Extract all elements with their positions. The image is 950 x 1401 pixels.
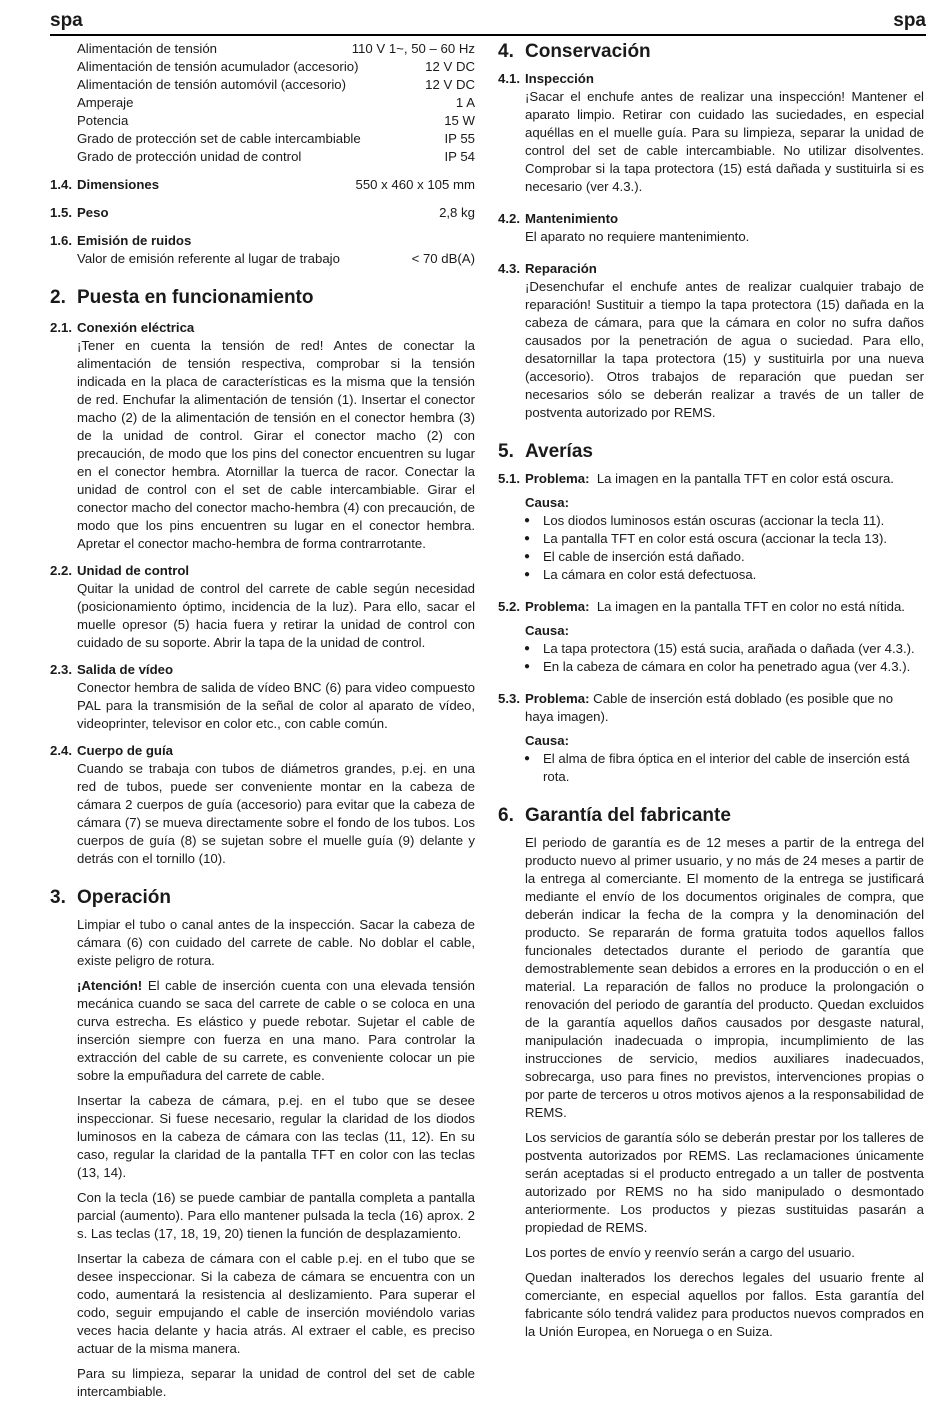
attention-paragraph: ¡Atención! El cable de inserción cuenta con una elevada tensión mecánica cuando se saca del carrete de cable o se coloca en una curva estrecha. Es elástico y puede rebotar. Sujetar el cable de inserción siempre con fuerza en una mano. Para controlar la extracción del cable de su carrete, es conveniente colocar un pie sobre la empuñadura del carrete de cable. [77, 978, 475, 1083]
list-item: ● En la cabeza de cámara en color ha penetrado agua (ver 4.3.). [498, 658, 924, 676]
spec-row: Alimentación de tensión automóvil (accesorio) 12 V DC [77, 77, 475, 92]
warranty-paragraph: Quedan inalterados los derechos legales del usuario frente al comerciante, en especial aquellos por fallos. Esta garantía del fabricante sólo tendrá validez para productos nuevos comprados en la Unión Europea, en Noruega o en Suiza. [525, 1270, 924, 1339]
list-item: ● La cámara en color está defectuosa. [498, 566, 924, 584]
section-1-5: 1.5. Peso 2,8 kg [50, 205, 475, 220]
spec-row: Grado de protección set de cable intercambiable IP 55 [77, 131, 475, 146]
operation-paragraph: Limpiar el tubo o canal antes de la inspección. Sacar la cabeza de cámara (6) con cuidado del carrete de cable. No doblar el cable, existe peligro de rotura. [77, 917, 475, 968]
section-4-2-title: 4.2. Mantenimiento [498, 211, 619, 226]
spec-row: Grado de protección unidad de control IP 54 [77, 149, 475, 164]
language-label-left: spa [50, 10, 83, 31]
operation-paragraph: Para su limpieza, separar la unidad de control del set de cable intercambiable. [77, 1366, 475, 1399]
section-4-3-text: ¡Desenchufar el enchufe antes de realizar cualquier trabajo de reparación! Sustituir a tiempo la tapa protectora (15) dañada en la cabeza de cámara, para que la cámara en color no sufra daños causados por la penetración de agua o suciedad. Para ello, desatornillar la tapa protectora (15) y sustituirla por una nueva (accesorio). Otros trabajos de reparación que puedan ser necesarios sólo se deberán realizar a través de un taller de postventa autorizado por REMS. [525, 279, 924, 420]
section-2-4-title: 2.4. Cuerpo de guía [50, 743, 173, 758]
list-item: ● El cable de inserción está dañado. [498, 548, 924, 566]
cause-label: Causa: [525, 733, 569, 748]
operation-paragraph: Insertar la cabeza de cámara, p.ej. en el tubo que se desee inspeccionar. Si fuese necesario, regular la claridad de los diodos luminosos en la cabeza de cámara con las teclas (11, 12). En su caso, regular la claridad de la pantalla TFT en color con las teclas (13, 14). [77, 1093, 475, 1180]
cause-label: Causa: [525, 495, 569, 510]
list-item: ● El alma de fibra óptica en el interior del cable de inserción está rota. [498, 750, 924, 786]
list-item: ● La pantalla TFT en color está oscura (accionar la tecla 13). [498, 530, 924, 548]
section-4-heading: 4. Conservación [498, 41, 651, 62]
section-4-3-title: 4.3. Reparación [498, 261, 597, 276]
spec-row: Amperaje 1 A [77, 95, 475, 110]
operation-paragraph: Insertar la cabeza de cámara con el cable p.ej. en el tubo que se desee inspeccionar. Si la cabeza de cámara se encuentra con un codo, aumentará la resistencia al deslizamiento. Para superar el codo, seguir empujando el cable de inserción moviéndolo varias veces hacia delante y hacia atrás. Al extraer el cable, es preciso actuar de la misma manera. [77, 1251, 475, 1356]
spec-row: Alimentación de tensión acumulador (accesorio) 12 V DC [77, 59, 475, 74]
problem-5-2: 5.2. Problema: La imagen en la pantalla TFT en color no está nítida. [498, 599, 905, 614]
section-2-2-text: Quitar la unidad de control del carrete de cable según necesidad (posicionamiento óptimo, incidencia de la luz). Para ello, sacar el muelle opresor (5) hacia fuera y retirar la unidad de control con cuidado de su soporte. Abrir la tapa de la unidad de control. [77, 581, 475, 650]
left-column [50, 40, 475, 1401]
page-header [50, 8, 926, 36]
section-2-3-title: 2.3. Salida de vídeo [50, 662, 174, 677]
spec-row: Potencia 15 W [77, 113, 475, 128]
section-2-1-title: 2.1. Conexión eléctrica [50, 320, 195, 335]
cause-label: Causa: [525, 623, 569, 638]
warranty-paragraph: El periodo de garantía es de 12 meses a partir de la entrega del producto nuevo al primer usuario, y no más de 24 meses a partir de la entrega al comerciante. El momento de la entrega se justificará mediante el envío de los documentos originales de compra, que deberán indicar la fecha de la compra y la denominación del producto. Se repararán de forma gratuita todos aquellos fallos funcionales detectados durante el periodo de garantía que demostrablemente sean debidos a errores en la producción o en el material. La reparación de fallos no produce la prolongación o renovación del periodo de garantía del producto. Quedan excluidos de la garantía aquellos daños causados por desgaste natural, manipulación inadecuada o impropia, incumplimiento de las instrucciones de servicio, medios auxiliares inadecuados, sobrecarga, uso para fines no previstos, intervenciones propias o por parte de terceros u otros motivos ajenos a la responsabilidad de REMS. [525, 835, 924, 1120]
section-2-4-text: Cuando se trabaja con tubos de diámetros grandes, p.ej. en una red de tubos, puede ser conveniente montar en la cabeza de cámara 2 cuerpos de guía (accesorio) para evitar que la cabeza de cámara (7) se mueva directamente sobre el fondo de los tubos. Los cuerpos de guía (8) se sujetan sobre el muelle guía (9) delante y detrás con el tornillo (10). [77, 761, 475, 866]
list-item: ● Los diodos luminosos están oscuras (accionar la tecla 11). [498, 512, 924, 530]
right-column [498, 40, 924, 1341]
section-3-heading: 3. Operación [50, 887, 171, 908]
section-4-1-text: ¡Sacar el enchufe antes de realizar una inspección! Mantener el aparato limpio. Retirar con cuidado las suciedades, en especial aquéllas en el muelle guía. Para su limpieza, separar la unidad de control del set de cable intercambiable. No utilizar disolventes. Comprobar si la tapa protectora (15) está dañada y sustituirla si es necesario (ver 4.3.). [525, 89, 924, 194]
attention-label: ¡Atención! [77, 978, 143, 993]
section-2-3-text: Conector hembra de salida de vídeo BNC (6) para video compuesto PAL para la transmisión de la señal de color al aparato de vídeo, videoprinter, televisor en color etc., con cable común. [77, 680, 475, 731]
section-1-6-title: 1.6. Emisión de ruidos [50, 233, 192, 248]
section-2-heading: 2. Puesta en funcionamiento [50, 287, 314, 308]
section-6-heading: 6. Garantía del fabricante [498, 805, 731, 826]
section-1-4: 1.4. Dimensiones 550 x 460 x 105 mm [50, 177, 475, 192]
warranty-paragraph: Los portes de envío y reenvío serán a cargo del usuario. [525, 1245, 855, 1260]
section-2-2-title: 2.2. Unidad de control [50, 563, 190, 578]
section-4-2-text: El aparato no requiere mantenimiento. [525, 229, 750, 244]
noise-row: Valor de emisión referente al lugar de trabajo < 70 dB(A) [77, 251, 475, 266]
section-4-1-title: 4.1. Inspección [498, 71, 594, 86]
spec-row: Alimentación de tensión 110 V 1~, 50 – 60 Hz [77, 41, 475, 56]
list-item: ● La tapa protectora (15) está sucia, arañada o dañada (ver 4.3.). [498, 640, 924, 658]
problem-5-3: 5.3. Problema: Cable de inserción está doblado (es posible que no haya imagen). [498, 691, 894, 724]
language-label-right: spa [893, 10, 926, 31]
section-2-1-text: ¡Tener en cuenta la tensión de red! Antes de conectar la alimentación de tensión respectiva, comprobar si la tensión indicada en la placa de características es la misma que la tensión de red. Enchufar la alimentación de tensión (1). Insertar el conector macho (2) de la alimentación de tensión en el conector hembra (3) de la unidad de control. Girar el conector macho (2) con precaución, de modo que los pins del conector encuentren su lugar en el conector hembra. Atornillar la tuerca de racor. Conectar la unidad de control con el set de cable intercambiable. Girar el conector macho del conector macho-hembra (4) con precaución, de modo que los pins encuentren su lugar en el conector hembra. Apretar el conector macho-hembra de forma contrarrotante. [77, 338, 475, 551]
spec-list [50, 40, 475, 166]
section-5-heading: 5. Averías [498, 441, 593, 462]
warranty-paragraph: Los servicios de garantía sólo se deberán prestar por los talleres de postventa autorizados por REMS. Las reclamaciones únicamente serán aceptadas si el producto entregado a un taller de postventa autorizado por REMS no ha sido manipulado o desmontado anteriormente. Los productos y piezas sustituidas pasarán a propiedad de REMS. [525, 1130, 924, 1235]
problem-5-1: 5.1. Problema: La imagen en la pantalla TFT en color está oscura. [498, 471, 894, 486]
operation-paragraph: Con la tecla (16) se puede cambiar de pantalla completa a pantalla parcial (aumento). Para ello mantener pulsada la tecla (16) aprox. 2 s. Las teclas (17, 18, 19, 20) tienen la función de desplazamiento. [77, 1190, 475, 1241]
